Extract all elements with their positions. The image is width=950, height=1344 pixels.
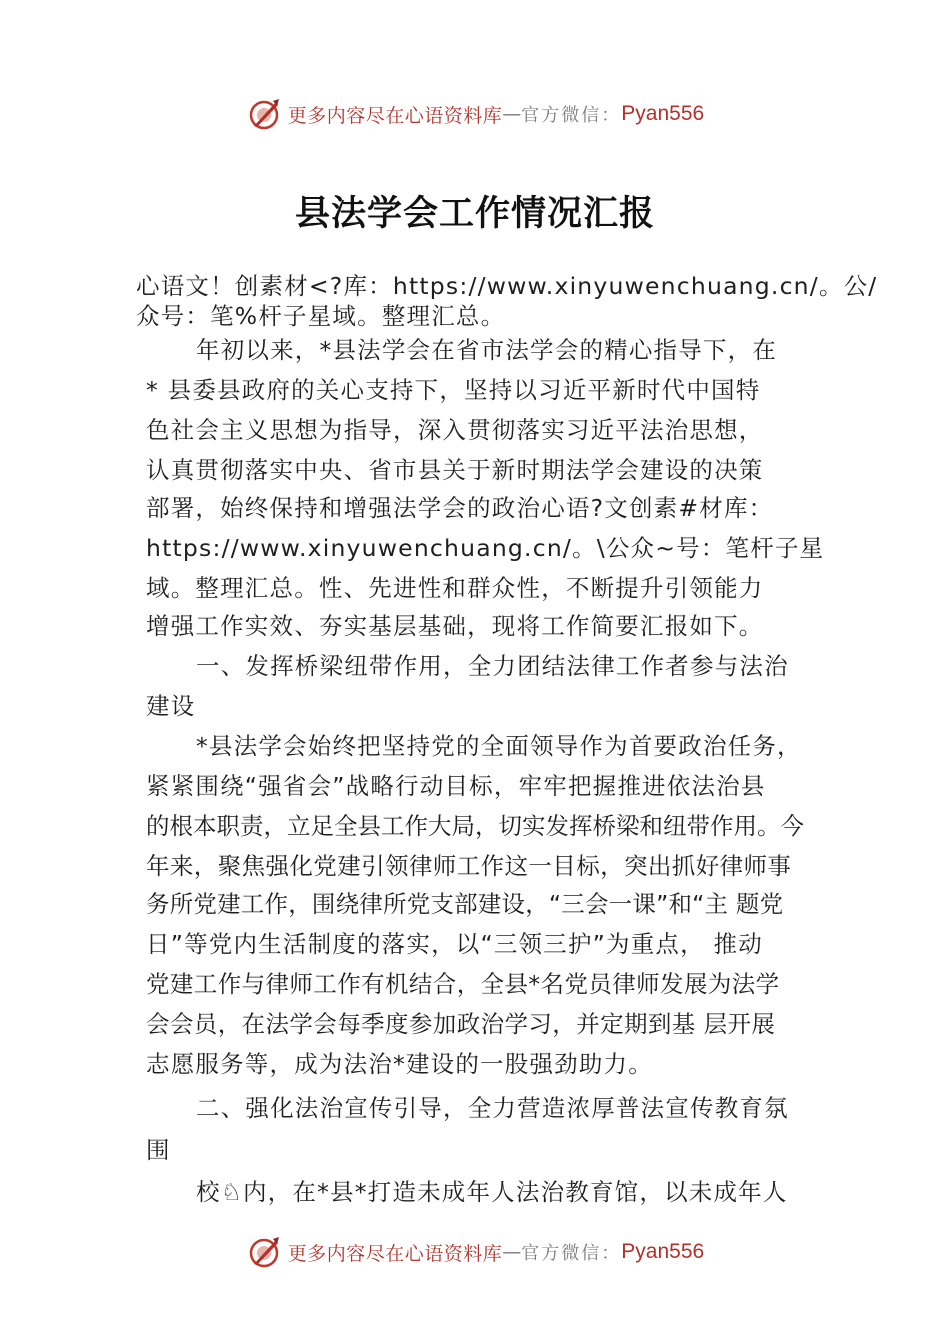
body-line: https://www.xinyuwenchuang.cn/。\公众~号：笔杆子星 — [146, 534, 825, 562]
body-line: 会会员，在法学会每季度参加政治学习，并定期到基 层开展 — [146, 1010, 776, 1038]
body-line: 增强工作实效、夯实基层基础，现将工作简要汇报如下。 — [146, 612, 764, 640]
section-heading: 一、发挥桥梁纽带作用，全力团结法律工作者参与法治 — [196, 652, 789, 680]
section-heading: 围 — [146, 1136, 171, 1164]
quill-logo-icon — [246, 1234, 282, 1270]
wechat-label: 官方微信： — [521, 105, 622, 126]
body-line: 紧紧围绕“强省会”战略行动目标，牢牢把握推进依法治县 — [146, 772, 766, 800]
body-line: 志愿服务等，成为法治*建设的一股强劲助力。 — [146, 1050, 653, 1078]
banner-separator: — — [502, 1241, 522, 1263]
body-line: 日”等党内生活制度的落实，以“三领三护”为重点， 推动 — [146, 930, 763, 958]
footer-banner — [0, 1230, 950, 1274]
body-line: 域。整理汇总。性、先进性和群众性，不断提升引领能力 — [146, 574, 764, 602]
wechat-id: Pyan556 — [621, 102, 705, 125]
quill-logo-icon — [246, 96, 282, 132]
body-line: 认真贯彻落实中央、省市县关于新时期法学会建设的决策 — [146, 456, 764, 484]
wechat-id: Pyan556 — [621, 1240, 705, 1263]
body-line: 众号：笔%杆子星域。整理汇总。 — [136, 302, 506, 330]
body-line: * 县委县政府的关心支持下，坚持以习近平新时代中国特 — [146, 376, 761, 404]
body-line: 年来，聚焦强化党建引领律师工作这一目标，突出抓好律师事 — [146, 852, 792, 880]
body-line: 部署，始终保持和增强法学会的政治心语?文创素#材库： — [146, 494, 774, 522]
section-heading: 二、强化法治宣传引导，全力营造浓厚普法宣传教育氛 — [196, 1094, 789, 1122]
body-line: 务所党建工作，围绕律所党支部建设，“三会一课”和“主 题党 — [146, 890, 784, 918]
body-line: 色社会主义思想为指导，深入贯彻落实习近平法治思想， — [146, 416, 764, 444]
body-line: *县法学会始终把坚持党的全面领导作为首要政治任务， — [196, 732, 802, 760]
body-line: 校♘内，在*县*打造未成年人法治教育馆，以未成年人 — [196, 1178, 788, 1206]
section-heading: 建设 — [146, 692, 196, 720]
banner-separator: — — [502, 103, 522, 125]
document-title: 县法学会工作情况汇报 — [294, 193, 655, 234]
body-line: 年初以来，*县法学会在省市法学会的精心指导下，在 — [196, 336, 778, 364]
banner-text: 更多内容尽在心语资料库 — [287, 1242, 503, 1265]
header-banner — [0, 92, 950, 136]
body-line: 的根本职责，立足全县工作大局，切实发挥桥梁和纽带作用。今 — [146, 812, 804, 840]
body-line: 心语文！创素材<?库：https://www.xinyuwenchuang.cn/。公/ — [136, 272, 878, 300]
banner-text: 更多内容尽在心语资料库 — [287, 104, 503, 127]
wechat-label: 官方微信： — [521, 1243, 622, 1264]
body-line: 党建工作与律师工作有机结合，全县*名党员律师发展为法学 — [146, 970, 780, 998]
